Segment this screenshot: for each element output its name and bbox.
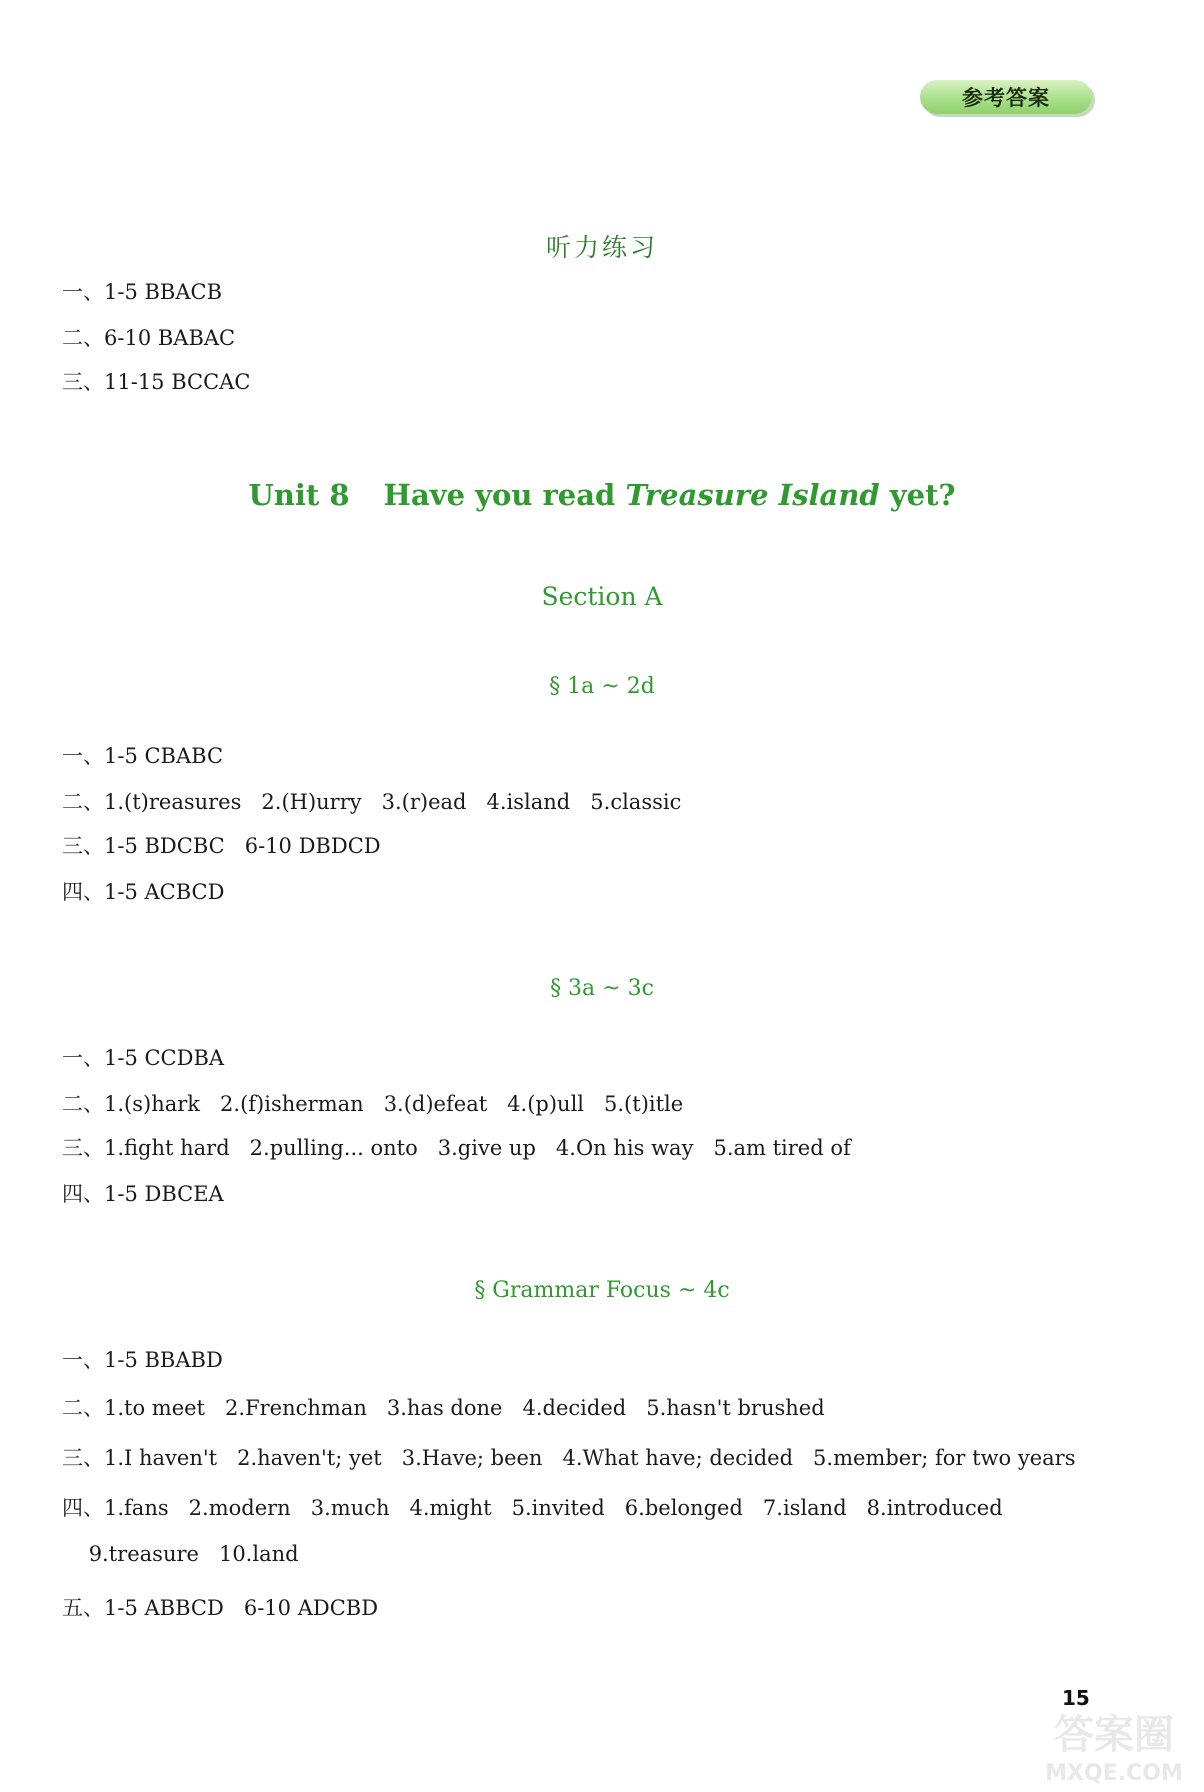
answer-line: 四、1-5 ACBCD <box>62 880 225 904</box>
answer-line: 四、1-5 DBCEA <box>62 1182 224 1206</box>
watermark-bottom: MXQE.COM <box>1045 1761 1183 1786</box>
answer-key-badge: 参考答案 <box>920 80 1092 114</box>
unit-title-book: Treasure Island <box>625 478 880 512</box>
unit-label: Unit 8 <box>248 478 350 512</box>
answer-line: 一、1-5 CCDBA <box>62 1046 225 1070</box>
answer-line: 一、1-5 CBABC <box>62 744 224 768</box>
subsection-title: § Grammar Focus ~ 4c <box>474 1278 730 1303</box>
answer-line: 三、11-15 BCCAC <box>62 370 251 394</box>
answer-line: 二、1.(s)hark 2.(f)isherman 3.(d)efeat 4.(p)ull 5.(t)itle <box>62 1092 684 1116</box>
answer-line: 四、1.fans 2.modern 3.much 4.might 5.invited 6.belonged 7.island 8.introduced <box>62 1496 1003 1520</box>
answer-line: 三、1.I haven't 2.haven't; yet 3.Have; been 4.What have; decided 5.member; for two years <box>62 1446 1076 1470</box>
answer-line: 三、1-5 BDCBC 6-10 DBDCD <box>62 834 381 858</box>
answer-line: 五、1-5 ABBCD 6-10 ADCBD <box>62 1596 379 1620</box>
answer-line: 一、1-5 BBACB <box>62 280 223 304</box>
watermark-logo <box>1030 1700 1198 1788</box>
subsection-title: § 3a ~ 3c <box>550 976 654 1001</box>
listening-heading: 听力练习 <box>545 233 658 262</box>
answer-line: 二、6-10 BABAC <box>62 326 236 350</box>
answer-line: 一、1-5 BBABD <box>62 1348 223 1372</box>
answer-line: 二、1.(t)reasures 2.(H)urry 3.(r)ead 4.island 5.classic <box>62 790 682 814</box>
unit-title-pre: Have you read <box>383 478 626 512</box>
unit-title <box>0 478 1204 512</box>
watermark-top: 答案圈 <box>1054 1712 1174 1758</box>
unit-title-post: yet? <box>879 478 956 512</box>
subsection-title: § 1a ~ 2d <box>549 674 655 699</box>
answer-line: 二、1.to meet 2.Frenchman 3.has done 4.decided 5.hasn't brushed <box>62 1396 825 1420</box>
answer-line: 三、1.fight hard 2.pulling... onto 3.give up 4.On his way 5.am tired of <box>62 1136 851 1160</box>
section-title: Section A <box>541 582 663 611</box>
answer-line: 9.treasure 10.land <box>62 1542 299 1566</box>
page-number: 15 <box>1062 1686 1090 1710</box>
